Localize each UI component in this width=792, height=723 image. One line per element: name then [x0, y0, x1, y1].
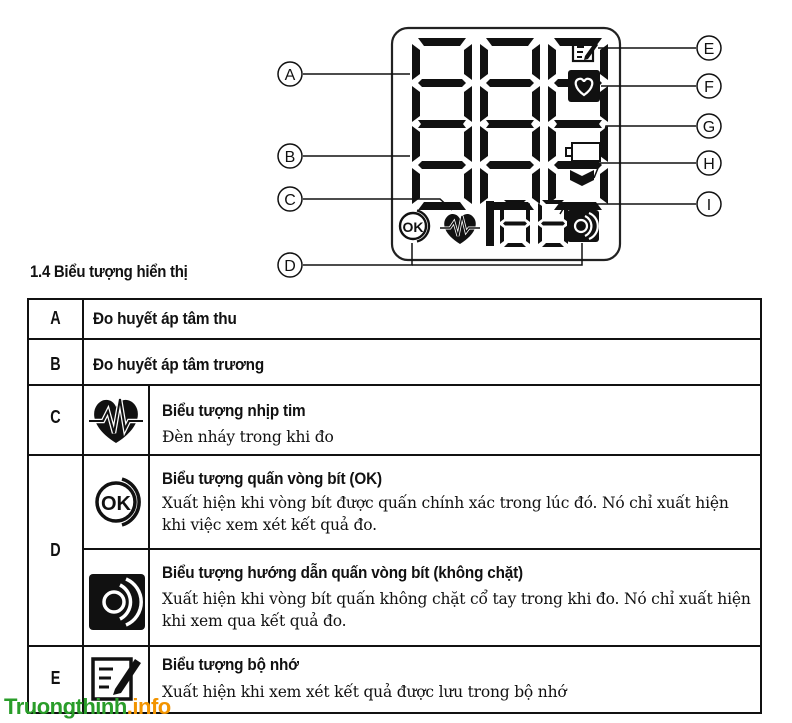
- heartbeat-icon: [440, 214, 480, 244]
- label-F: [697, 74, 721, 98]
- row-d2-title: Biểu tượng hướng dẫn quấn vòng bít (không chặt): [162, 563, 523, 582]
- cuff-guide-icon: [567, 210, 599, 242]
- row-divider: [29, 645, 760, 647]
- row-e-letter: E: [50, 668, 61, 688]
- pulse-digit-1: [486, 201, 494, 246]
- svg-text:B: B: [284, 149, 296, 166]
- row-e-title: Biểu tượng bộ nhớ: [162, 655, 299, 674]
- svg-text:A: A: [284, 67, 296, 84]
- label-D: [278, 253, 302, 277]
- svg-text:C: C: [284, 192, 296, 209]
- lcd-display-diagram: [0, 0, 792, 290]
- label-G: [697, 114, 721, 138]
- cuff-ok-icon: [400, 211, 429, 242]
- svg-text:I: I: [706, 197, 712, 214]
- row-divider: [84, 548, 760, 550]
- row-d1-title: Biểu tượng quấn vòng bít (OK): [162, 469, 382, 488]
- svg-text:G: G: [702, 119, 716, 136]
- label-I: [697, 192, 721, 216]
- label-A: [278, 62, 302, 86]
- row-d-letter: D: [50, 540, 61, 560]
- label-C: [278, 187, 302, 211]
- diastolic-digit-2: [480, 120, 540, 210]
- row-a-title: Đo huyết áp tâm thu: [93, 309, 237, 328]
- watermark: [4, 694, 171, 720]
- row-b-title: Đo huyết áp tâm trương: [93, 355, 265, 374]
- row-c-letter: C: [50, 407, 61, 427]
- label-B: [278, 144, 302, 168]
- watermark-part2: .info: [126, 694, 171, 719]
- cuff-guide-icon: [89, 574, 145, 630]
- cuff-ok-icon: [92, 477, 142, 527]
- svg-text:E: E: [703, 41, 715, 58]
- diastolic-digit-1: [412, 120, 472, 210]
- label-E: [697, 36, 721, 60]
- row-a-letter: A: [50, 308, 61, 328]
- systolic-digit-2: [480, 38, 540, 128]
- label-H: [697, 151, 721, 175]
- svg-text:D: D: [284, 258, 296, 275]
- row-c-title: Biểu tượng nhịp tim: [162, 401, 306, 420]
- row-e-desc: Xuất hiện khi xem xét kết quả được lưu trong bộ nhớ: [162, 683, 567, 701]
- row-b-letter: B: [50, 354, 61, 374]
- row-d1-desc: Xuất hiện khi vòng bít được quấn chính xác trong lúc đó. Nó chỉ xuất hiện khi việc xem xét kết quả đo.: [162, 494, 729, 534]
- svg-text:H: H: [703, 156, 715, 173]
- column-divider: [82, 300, 84, 712]
- section-heading: 1.4 Biểu tượng hiển thị: [30, 262, 188, 281]
- irregular-heartbeat-icon: [568, 70, 600, 102]
- row-c-desc: Đèn nháy trong khi đo: [162, 428, 334, 446]
- systolic-digit-1: [412, 38, 472, 128]
- cuff-ok-icon-text: OK: [402, 219, 424, 235]
- row-d2-desc: Xuất hiện khi vòng bít quấn không chặt cổ tay trong khi đo. Nó chỉ xuất hiện khi xem qua kết quả đo.: [162, 590, 751, 630]
- svg-text:F: F: [704, 79, 714, 96]
- row-divider: [29, 454, 760, 456]
- cuff-ok-icon-text: OK: [101, 493, 131, 515]
- heartbeat-icon: [89, 391, 143, 447]
- pointer-icon: [570, 170, 594, 186]
- battery-icon: [566, 143, 600, 161]
- row-divider: [29, 384, 760, 386]
- diastolic-digits: [412, 120, 608, 210]
- row-divider: [29, 338, 760, 340]
- column-divider: [148, 384, 150, 712]
- watermark-part1: Truongthinh: [4, 694, 127, 719]
- icon-table: [27, 298, 762, 714]
